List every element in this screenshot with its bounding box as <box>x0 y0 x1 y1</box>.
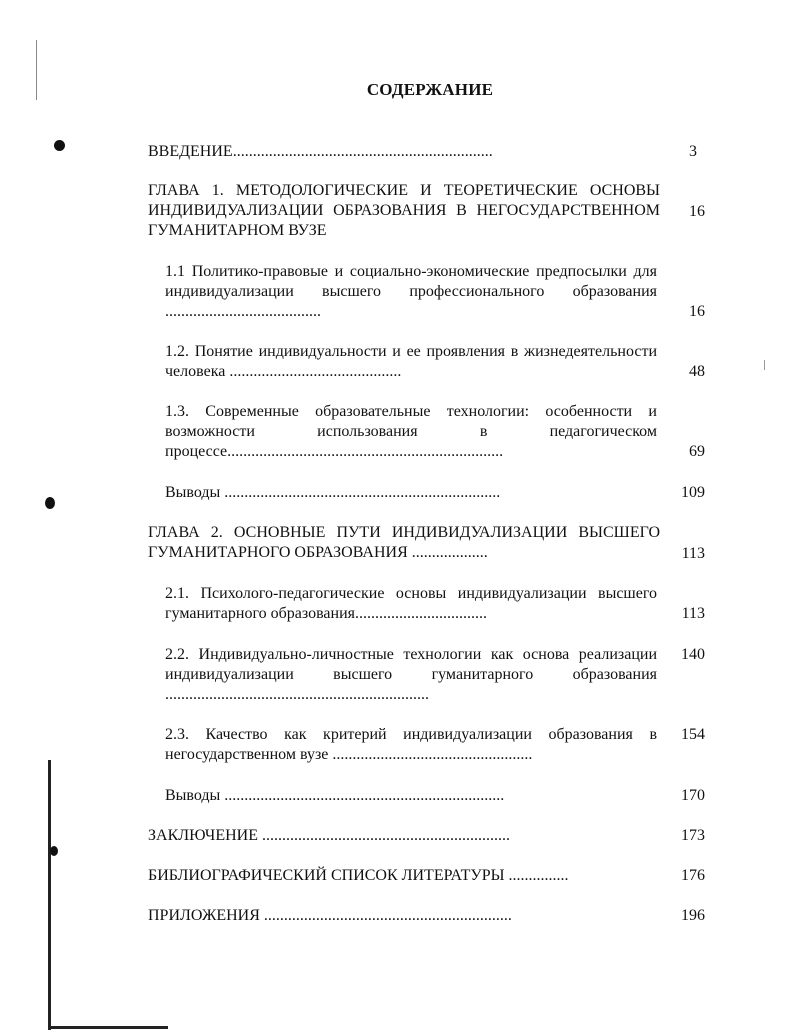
toc-entry-conclusion: ЗАКЛЮЧЕНИЕ .............................................................. <box>148 827 510 844</box>
toc-entry-conclusions-2: Выводы ...................................................................... <box>165 787 505 804</box>
toc-entry-conclusions-1: Выводы ..................................................................... <box>165 484 501 501</box>
toc-page-number: 140 <box>681 646 705 663</box>
toc-entry-intro: ВВЕДЕНИЕ................................................................. <box>148 143 493 160</box>
toc-entry-section-2-1: 2.1. Психолого-педагогические основы индивидуализации высшего гуманитарного образования................................. <box>165 585 657 622</box>
toc-page-number: 16 <box>689 203 705 220</box>
toc-entry-section-2-2: 2.2. Индивидуально-личностные технологии как основа реализации индивидуализации высшего гуманитарного образования .................................................................. <box>165 646 657 703</box>
toc-page-number: 16 <box>689 303 705 320</box>
toc-page-number: 176 <box>681 867 705 884</box>
toc-entry-section-1-2: 1.2. Понятие индивидуальности и ее проявления в жизнедеятельности человека ........................................... <box>165 343 657 380</box>
toc-page-number: 113 <box>681 605 705 622</box>
scan-blot <box>45 497 55 509</box>
scan-margin-line <box>48 760 51 1030</box>
toc-page-number: 154 <box>681 726 705 743</box>
toc-entry-section-1-3: 1.3. Современные образовательные технологии: особенности и возможности использования в педагогическом процессе..................................................................... <box>165 403 657 460</box>
toc-page-number: 69 <box>689 443 705 460</box>
toc-page-number: 109 <box>681 484 705 501</box>
toc-entry-section-1-1: 1.1 Политико-правовые и социально-экономические предпосылки для индивидуализации высшего профессионального образования ....................................... <box>165 263 657 320</box>
toc-entry-bibliography: БИБЛИОГРАФИЧЕСКИЙ СПИСОК ЛИТЕРАТУРЫ ............... <box>148 867 569 884</box>
toc-entry-appendices: ПРИЛОЖЕНИЯ .............................................................. <box>148 907 512 924</box>
toc-entry-chapter-1: ГЛАВА 1. МЕТОДОЛОГИЧЕСКИЕ И ТЕОРЕТИЧЕСКИЕ ОСНОВЫ ИНДИВИДУАЛИЗАЦИИ ОБРАЗОВАНИЯ В НЕГОСУДАРСТВЕННОМ ГУМАНИТАРНОМ ВУЗЕ <box>148 182 660 239</box>
toc-page-number: 3 <box>689 143 697 160</box>
toc-entry-section-2-3: 2.3. Качество как критерий индивидуализации образования в негосударственном вузе .................................................. <box>165 726 657 763</box>
toc-page-number: 170 <box>681 787 705 804</box>
scan-blot <box>50 846 58 856</box>
scan-bottom-line <box>48 1026 168 1029</box>
toc-page-number: 48 <box>689 363 705 380</box>
page-title: СОДЕРЖАНИЕ <box>366 80 494 99</box>
toc-page-number: 196 <box>681 907 705 924</box>
scan-speck <box>764 360 765 370</box>
scan-blot <box>54 140 65 151</box>
toc-page-number: 173 <box>681 827 705 844</box>
toc-entry-chapter-2: ГЛАВА 2. ОСНОВНЫЕ ПУТИ ИНДИВИДУАЛИЗАЦИИ ВЫСШЕГО ГУМАНИТАРНОГО ОБРАЗОВАНИЯ ................... <box>148 524 660 561</box>
toc-page-number: 113 <box>681 545 705 562</box>
